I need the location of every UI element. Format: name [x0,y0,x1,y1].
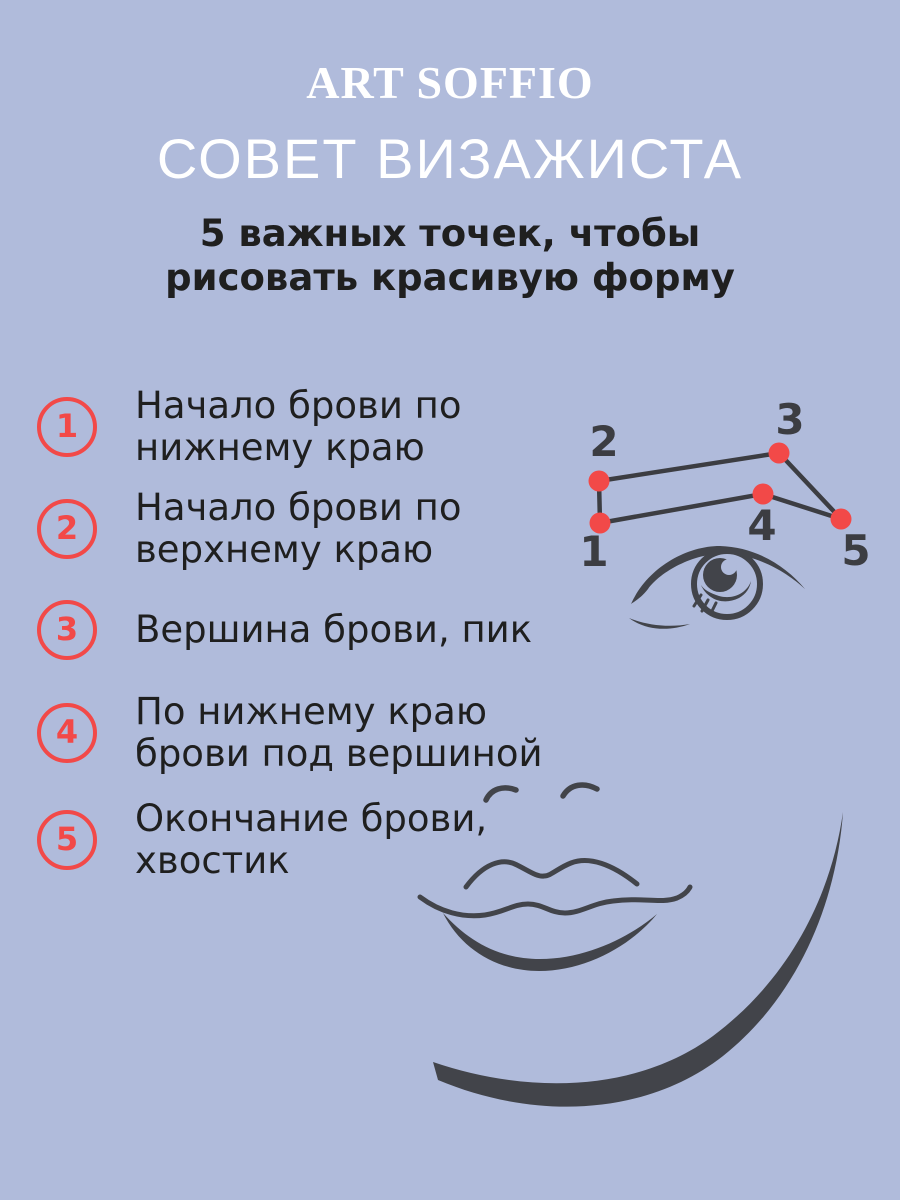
tip-4-text-line-2: брови под вершиной [135,732,543,775]
tip-3-number: 3 [55,610,79,648]
tip-5-number: 5 [55,820,79,858]
nose-illustration [486,785,597,800]
page-title: СОВЕТ ВИЗАЖИСТА [156,127,744,190]
lower-lip-line [443,913,657,971]
tip-2-text-line-2: верхнему краю [135,528,434,571]
diagram-point-2 [589,471,610,492]
lower-eyelid-line [629,618,690,629]
tip-2-number: 2 [55,509,79,547]
diagram-label-4: 4 [747,501,777,550]
subtitle-line-1: 5 важных точек, чтобы [199,212,701,255]
diagram-point-3 [769,443,790,464]
diagram-line-1-4 [600,494,763,523]
tip-3-text-line-1: Вершина брови, пик [135,608,533,651]
subtitle-line-2: рисовать красивую форму [165,256,735,299]
diagram-label-3: 3 [775,395,805,444]
brand-title: ART SOFFIO [306,57,594,108]
mouth-line [420,887,690,916]
lips-illustration [420,861,690,971]
diagram-label-2: 2 [589,417,619,466]
diagram-line-2-3 [599,453,779,481]
right-nostril-line [563,785,597,796]
diagram-label-5: 5 [841,526,871,575]
tip-5-text-line-2: хвостик [135,839,290,882]
pupil-highlight [721,559,737,575]
tip-1-text-line-1: Начало брови по [135,384,462,427]
eye-illustration [629,546,805,629]
tip-5-text-line-1: Окончание брови, [135,797,488,840]
upper-lip-line [466,861,637,887]
tip-4-text-line-1: По нижнему краю [135,690,487,733]
tip-1-number: 1 [55,407,79,445]
tip-2-text-line-1: Начало брови по [135,486,462,529]
diagram-label-1: 1 [579,527,609,576]
left-nostril-line [486,788,516,800]
tip-4-number: 4 [55,713,79,751]
tip-1-text-line-2: нижнему краю [135,426,425,469]
